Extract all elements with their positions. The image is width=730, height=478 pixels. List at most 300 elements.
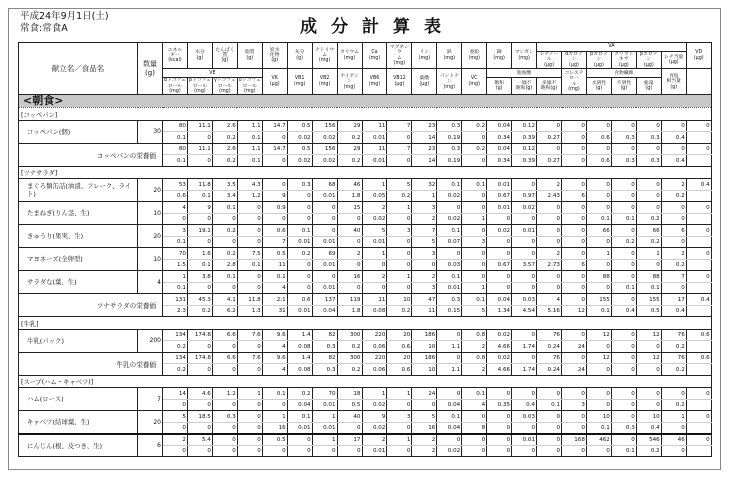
- value-cell: 0: [611, 399, 636, 411]
- table-row: [19, 294, 712, 306]
- section-label: [スープ(ハム・キャベツ)]: [19, 375, 712, 388]
- food-quantity: 200: [138, 329, 163, 352]
- value-cell: 66: [636, 225, 661, 237]
- value-cell: 9.6: [262, 329, 287, 341]
- value-cell: 0.5: [262, 434, 287, 446]
- value-cell: 0.27: [537, 155, 562, 167]
- value-cell: 168: [562, 434, 587, 446]
- value-cell: 0: [562, 248, 587, 260]
- column-header-va-sub: βカロテン (μg): [586, 52, 611, 69]
- value-cell: 15: [337, 202, 362, 214]
- column-header: パントテン (mg): [437, 69, 462, 95]
- value-cell: 12: [586, 329, 611, 341]
- value-cell: 0.3: [636, 155, 661, 167]
- value-cell: 0: [237, 445, 262, 457]
- value-cell: 68: [312, 179, 337, 191]
- value-cell: 0.39: [512, 132, 537, 144]
- value-cell: 0: [487, 445, 512, 457]
- value-cell: 0.04: [312, 305, 337, 317]
- value-cell: 0: [287, 271, 312, 283]
- column-header-vd: VD (μg): [686, 43, 711, 69]
- value-cell: [686, 213, 711, 225]
- value-cell: 0.1: [636, 282, 661, 294]
- value-cell: 0: [611, 259, 636, 271]
- value-cell: 0: [237, 282, 262, 294]
- value-cell: 0: [562, 132, 587, 144]
- value-cell: 1.6: [187, 248, 212, 260]
- value-cell: 1: [462, 213, 487, 225]
- column-header-va-sub: レチノール (μg): [537, 52, 562, 69]
- value-cell: 0.01: [487, 202, 512, 214]
- value-cell: 0.2: [287, 388, 312, 400]
- value-cell: 0.02: [487, 225, 512, 237]
- value-cell: 14.7: [262, 143, 287, 155]
- value-cell: 0.2: [337, 132, 362, 144]
- value-cell: 0.4: [661, 305, 686, 317]
- value-cell: 0: [562, 236, 587, 248]
- value-cell: 0: [636, 388, 661, 400]
- value-cell: 0: [462, 445, 487, 457]
- value-cell: 0: [262, 445, 287, 457]
- value-cell: 0: [661, 388, 686, 400]
- value-cell: 0.1: [262, 388, 287, 400]
- section-row: [19, 375, 712, 388]
- value-cell: 0.02: [362, 422, 387, 434]
- value-cell: 0.08: [287, 341, 312, 353]
- column-header-cholesterol: コレステロー ル (mg): [562, 69, 587, 95]
- value-cell: 0: [562, 388, 587, 400]
- value-cell: 0.6: [586, 132, 611, 144]
- value-cell: 4.3: [237, 179, 262, 191]
- value-cell: 1.4: [287, 352, 312, 364]
- column-header-fatty-sub: 一価不 飽和(g): [512, 78, 537, 95]
- value-cell: 7: [387, 143, 412, 155]
- value-cell: [686, 364, 711, 376]
- value-cell: 0.2: [163, 341, 188, 353]
- value-cell: 0: [611, 434, 636, 446]
- value-cell: 0: [611, 352, 636, 364]
- value-cell: 0.01: [362, 155, 387, 167]
- value-cell: 0.3: [437, 120, 462, 132]
- value-cell: 0: [462, 259, 487, 271]
- column-header-va-sub: レチ当量 (μg): [661, 52, 686, 69]
- value-cell: 0: [537, 411, 562, 423]
- value-cell: 0.1: [212, 271, 237, 283]
- value-cell: 0.2: [337, 155, 362, 167]
- diet-type: 常食:常食A: [20, 23, 68, 34]
- value-cell: 10: [412, 364, 437, 376]
- value-cell: 0.1: [611, 282, 636, 294]
- value-cell: 2: [462, 341, 487, 353]
- value-cell: [686, 155, 711, 167]
- value-cell: 0: [537, 271, 562, 283]
- value-cell: 0: [212, 445, 237, 457]
- value-cell: 0: [387, 155, 412, 167]
- value-cell: 0: [512, 282, 537, 294]
- value-cell: 0.1: [163, 155, 188, 167]
- value-cell: 0: [636, 341, 661, 353]
- value-cell: 0.6: [586, 155, 611, 167]
- value-cell: 0.35: [487, 399, 512, 411]
- value-cell: 40: [337, 225, 362, 237]
- value-cell: 0: [412, 259, 437, 271]
- value-cell: 0: [586, 179, 611, 191]
- value-cell: 0.3: [312, 364, 337, 376]
- value-cell: 16: [262, 422, 287, 434]
- value-cell: 0.5: [262, 248, 287, 260]
- value-cell: 0: [661, 143, 686, 155]
- value-cell: 66: [586, 225, 611, 237]
- value-cell: 7: [412, 225, 437, 237]
- value-cell: 0: [212, 399, 237, 411]
- value-cell: 14: [412, 132, 437, 144]
- value-cell: 69: [312, 248, 337, 260]
- value-cell: 0: [237, 422, 262, 434]
- value-cell: 2.6: [212, 143, 237, 155]
- value-cell: 76: [661, 329, 686, 341]
- value-cell: 23: [412, 120, 437, 132]
- food-name: きゅうり(果実、生): [19, 225, 138, 248]
- value-cell: 0: [611, 294, 636, 306]
- value-cell: 2: [362, 434, 387, 446]
- value-cell: 0.02: [487, 329, 512, 341]
- column-header-fiber-sub: 水溶性 (g): [586, 78, 611, 95]
- value-cell: 0.6: [262, 225, 287, 237]
- value-cell: 0.2: [212, 132, 237, 144]
- value-cell: [686, 132, 711, 144]
- value-cell: 0: [312, 202, 337, 214]
- value-cell: 0.1: [187, 190, 212, 202]
- food-name: 牛乳(パック): [19, 329, 138, 352]
- value-cell: 0: [437, 248, 462, 260]
- value-cell: 1: [362, 388, 387, 400]
- value-cell: 3: [387, 411, 412, 423]
- value-cell: 0.2: [387, 190, 412, 202]
- value-cell: 0.1: [163, 282, 188, 294]
- value-cell: 0.19: [437, 155, 462, 167]
- value-cell: 0: [462, 155, 487, 167]
- value-cell: 0: [462, 411, 487, 423]
- value-cell: 0.02: [487, 352, 512, 364]
- value-cell: 0: [686, 271, 711, 283]
- value-cell: 53: [163, 179, 188, 191]
- food-quantity: 20: [138, 411, 163, 434]
- value-cell: 0: [262, 155, 287, 167]
- food-name: コッペパン(個): [19, 120, 138, 143]
- value-cell: 0.9: [262, 202, 287, 214]
- value-cell: 9: [262, 190, 287, 202]
- value-cell: 1.1: [237, 143, 262, 155]
- value-cell: 14: [163, 388, 188, 400]
- value-cell: 0.06: [362, 364, 387, 376]
- value-cell: 4: [262, 341, 287, 353]
- value-cell: 0.27: [537, 132, 562, 144]
- value-cell: 155: [586, 294, 611, 306]
- value-cell: 1: [387, 388, 412, 400]
- value-cell: 0: [312, 213, 337, 225]
- value-cell: 4.54: [512, 305, 537, 317]
- value-cell: 2: [163, 434, 188, 446]
- column-header-fiber-sub: 総量 (g): [636, 78, 661, 95]
- value-cell: 0: [487, 282, 512, 294]
- value-cell: 156: [312, 120, 337, 132]
- value-cell: 0: [611, 179, 636, 191]
- value-cell: 0.01: [312, 422, 337, 434]
- food-name: キャベツ(結球葉、生): [19, 411, 138, 434]
- value-cell: 0: [237, 399, 262, 411]
- value-cell: 10: [387, 294, 412, 306]
- column-header: 亜鉛 (mg): [462, 43, 487, 69]
- value-cell: 0.02: [287, 155, 312, 167]
- nutrition-table: [18, 42, 712, 457]
- value-cell: 155: [636, 294, 661, 306]
- value-cell: 0: [462, 434, 487, 446]
- dish-total-label: コッペパンの栄養価: [19, 143, 163, 166]
- food-name: にんじん(根、皮つき、生): [19, 434, 138, 457]
- value-cell: 0.3: [611, 422, 636, 434]
- value-cell: 0.1: [212, 202, 237, 214]
- value-cell: 0: [661, 120, 686, 132]
- value-cell: 0.2: [387, 305, 412, 317]
- value-cell: 0: [212, 422, 237, 434]
- value-cell: 0: [163, 399, 188, 411]
- value-cell: 0: [611, 411, 636, 423]
- value-cell: [686, 305, 711, 317]
- value-cell: 1: [237, 388, 262, 400]
- value-cell: 0.1: [537, 399, 562, 411]
- table-row: [19, 202, 712, 214]
- value-cell: 0: [636, 202, 661, 214]
- value-cell: 0.1: [262, 271, 287, 283]
- value-cell: 0.1: [611, 213, 636, 225]
- value-cell: 0: [337, 259, 362, 271]
- value-cell: 0.01: [362, 445, 387, 457]
- value-cell: 1: [387, 271, 412, 283]
- value-cell: 0.2: [636, 445, 661, 457]
- value-cell: 0: [462, 190, 487, 202]
- value-cell: 1: [312, 434, 337, 446]
- value-cell: 0.2: [337, 341, 362, 353]
- table-row: [19, 179, 712, 191]
- value-cell: [686, 445, 711, 457]
- value-cell: 1: [362, 248, 387, 260]
- value-cell: 0: [686, 248, 711, 260]
- value-cell: 0: [287, 434, 312, 446]
- value-cell: 0: [262, 179, 287, 191]
- value-cell: 0.2: [636, 236, 661, 248]
- report-header: [20, 11, 109, 35]
- value-cell: 6: [562, 259, 587, 271]
- value-cell: 0: [562, 422, 587, 434]
- value-cell: 0: [362, 282, 387, 294]
- value-cell: 0: [287, 259, 312, 271]
- value-cell: 0: [636, 179, 661, 191]
- value-cell: 2: [412, 271, 437, 283]
- value-cell: 76: [537, 352, 562, 364]
- food-quantity: 4: [138, 271, 163, 294]
- column-header-salt: 食塩 相当量 (g): [661, 69, 686, 95]
- value-cell: 0: [636, 120, 661, 132]
- value-cell: 0.4: [512, 399, 537, 411]
- column-header-fiber-sub: 不溶性 (g): [611, 78, 636, 95]
- value-cell: 3.8: [187, 271, 212, 283]
- value-cell: 0: [187, 445, 212, 457]
- value-cell: 2: [337, 248, 362, 260]
- value-cell: 0: [512, 236, 537, 248]
- value-cell: 10: [586, 411, 611, 423]
- value-cell: 1.1: [437, 341, 462, 353]
- value-cell: 0.6: [686, 352, 711, 364]
- value-cell: 0.01: [487, 179, 512, 191]
- section-label: [牛乳]: [19, 317, 712, 330]
- value-cell: 0: [212, 341, 237, 353]
- value-cell: 32: [412, 179, 437, 191]
- value-cell: 19.1: [187, 225, 212, 237]
- value-cell: 0: [287, 190, 312, 202]
- column-header: 銅 (mg): [487, 43, 512, 69]
- value-cell: 2.6: [212, 120, 237, 132]
- value-cell: 11.1: [187, 143, 212, 155]
- value-cell: 1.2: [237, 190, 262, 202]
- value-cell: 0: [562, 225, 587, 237]
- food-quantity: 6: [138, 434, 163, 457]
- value-cell: 9: [362, 411, 387, 423]
- value-cell: 24: [562, 364, 587, 376]
- value-cell: 0: [312, 271, 337, 283]
- value-cell: 0.2: [212, 225, 237, 237]
- value-cell: 0.07: [437, 236, 462, 248]
- value-cell: 0.01: [512, 225, 537, 237]
- value-cell: 186: [412, 329, 437, 341]
- table-row: [19, 248, 712, 260]
- column-header: ナイアシン (mg): [337, 69, 362, 95]
- table-row: [19, 388, 712, 400]
- table-row: [19, 143, 712, 155]
- value-cell: 0: [387, 236, 412, 248]
- value-cell: 10: [412, 341, 437, 353]
- value-cell: 0.6: [686, 329, 711, 341]
- column-header-ve-sub: γトコフェ ロール(mg): [214, 78, 236, 95]
- value-cell: 0.01: [312, 190, 337, 202]
- value-cell: 0.5: [636, 305, 661, 317]
- value-cell: 0: [562, 202, 587, 214]
- value-cell: 2: [661, 179, 686, 191]
- value-cell: 300: [337, 352, 362, 364]
- value-cell: 0.3: [611, 132, 636, 144]
- value-cell: 0.1: [287, 225, 312, 237]
- value-cell: 0: [537, 388, 562, 400]
- value-cell: 0: [187, 236, 212, 248]
- value-cell: 0.1: [462, 294, 487, 306]
- value-cell: 0: [537, 445, 562, 457]
- value-cell: 11.1: [187, 120, 212, 132]
- value-cell: 134: [163, 329, 188, 341]
- value-cell: 23: [412, 143, 437, 155]
- value-cell: 20: [387, 329, 412, 341]
- value-cell: 46: [337, 179, 362, 191]
- dish-total-label: ツナサラダの栄養価: [19, 294, 163, 317]
- value-cell: 0: [512, 271, 537, 283]
- value-cell: 174.8: [187, 352, 212, 364]
- value-cell: 0: [686, 434, 711, 446]
- column-header: 脂質 (g): [237, 43, 262, 69]
- value-cell: 5: [412, 411, 437, 423]
- value-cell: 88: [636, 271, 661, 283]
- section-label: [コッペパン]: [19, 108, 712, 121]
- value-cell: 0.2: [212, 248, 237, 260]
- value-cell: 0: [636, 364, 661, 376]
- value-cell: 0.02: [287, 132, 312, 144]
- value-cell: 0.19: [437, 132, 462, 144]
- value-cell: 1.74: [512, 341, 537, 353]
- value-cell: 0.6: [287, 294, 312, 306]
- value-cell: 0: [487, 388, 512, 400]
- value-cell: 0.1: [287, 411, 312, 423]
- value-cell: 0: [362, 259, 387, 271]
- value-cell: 0: [661, 445, 686, 457]
- value-cell: 0.1: [163, 132, 188, 144]
- value-cell: 0: [337, 213, 362, 225]
- value-cell: 2: [412, 445, 437, 457]
- value-cell: 1.74: [512, 364, 537, 376]
- value-cell: 546: [636, 434, 661, 446]
- value-cell: 46: [661, 434, 686, 446]
- value-cell: 5.4: [187, 434, 212, 446]
- value-cell: 0: [636, 190, 661, 202]
- value-cell: 174.8: [187, 329, 212, 341]
- value-cell: 0.3: [287, 179, 312, 191]
- section-row: [19, 166, 712, 179]
- value-cell: 0: [611, 225, 636, 237]
- value-cell: 0: [487, 271, 512, 283]
- column-header: 炭水 化物 (g): [262, 43, 287, 69]
- value-cell: 0.6: [387, 364, 412, 376]
- value-cell: 0: [237, 364, 262, 376]
- food-quantity: 10: [138, 248, 163, 271]
- value-cell: 462: [586, 434, 611, 446]
- value-cell: 0: [312, 225, 337, 237]
- value-cell: 0.04: [437, 399, 462, 411]
- value-cell: 0: [636, 399, 661, 411]
- value-cell: 0: [686, 388, 711, 400]
- food-name: ハム(ロース): [19, 388, 138, 411]
- value-cell: 0.1: [437, 271, 462, 283]
- value-cell: 131: [163, 294, 188, 306]
- value-cell: 18.5: [187, 411, 212, 423]
- value-cell: 0.2: [187, 305, 212, 317]
- value-cell: 0.2: [661, 190, 686, 202]
- value-cell: 0.04: [487, 143, 512, 155]
- value-cell: 0.3: [437, 294, 462, 306]
- value-cell: 0.3: [212, 411, 237, 423]
- column-header: Ca (mg): [362, 43, 387, 69]
- value-cell: 0.34: [487, 155, 512, 167]
- value-cell: 156: [312, 143, 337, 155]
- value-cell: 11: [262, 259, 287, 271]
- value-cell: 0: [661, 202, 686, 214]
- value-cell: 0.1: [163, 236, 188, 248]
- value-cell: 0.04: [437, 422, 462, 434]
- report-date: 平成24年9月1日(土): [20, 11, 109, 22]
- value-cell: 300: [337, 329, 362, 341]
- value-cell: 0.01: [287, 305, 312, 317]
- value-cell: 0: [562, 445, 587, 457]
- value-cell: 0: [512, 388, 537, 400]
- value-cell: 4: [537, 294, 562, 306]
- value-cell: 0: [387, 399, 412, 411]
- table-row: [19, 120, 712, 132]
- value-cell: 0: [212, 434, 237, 446]
